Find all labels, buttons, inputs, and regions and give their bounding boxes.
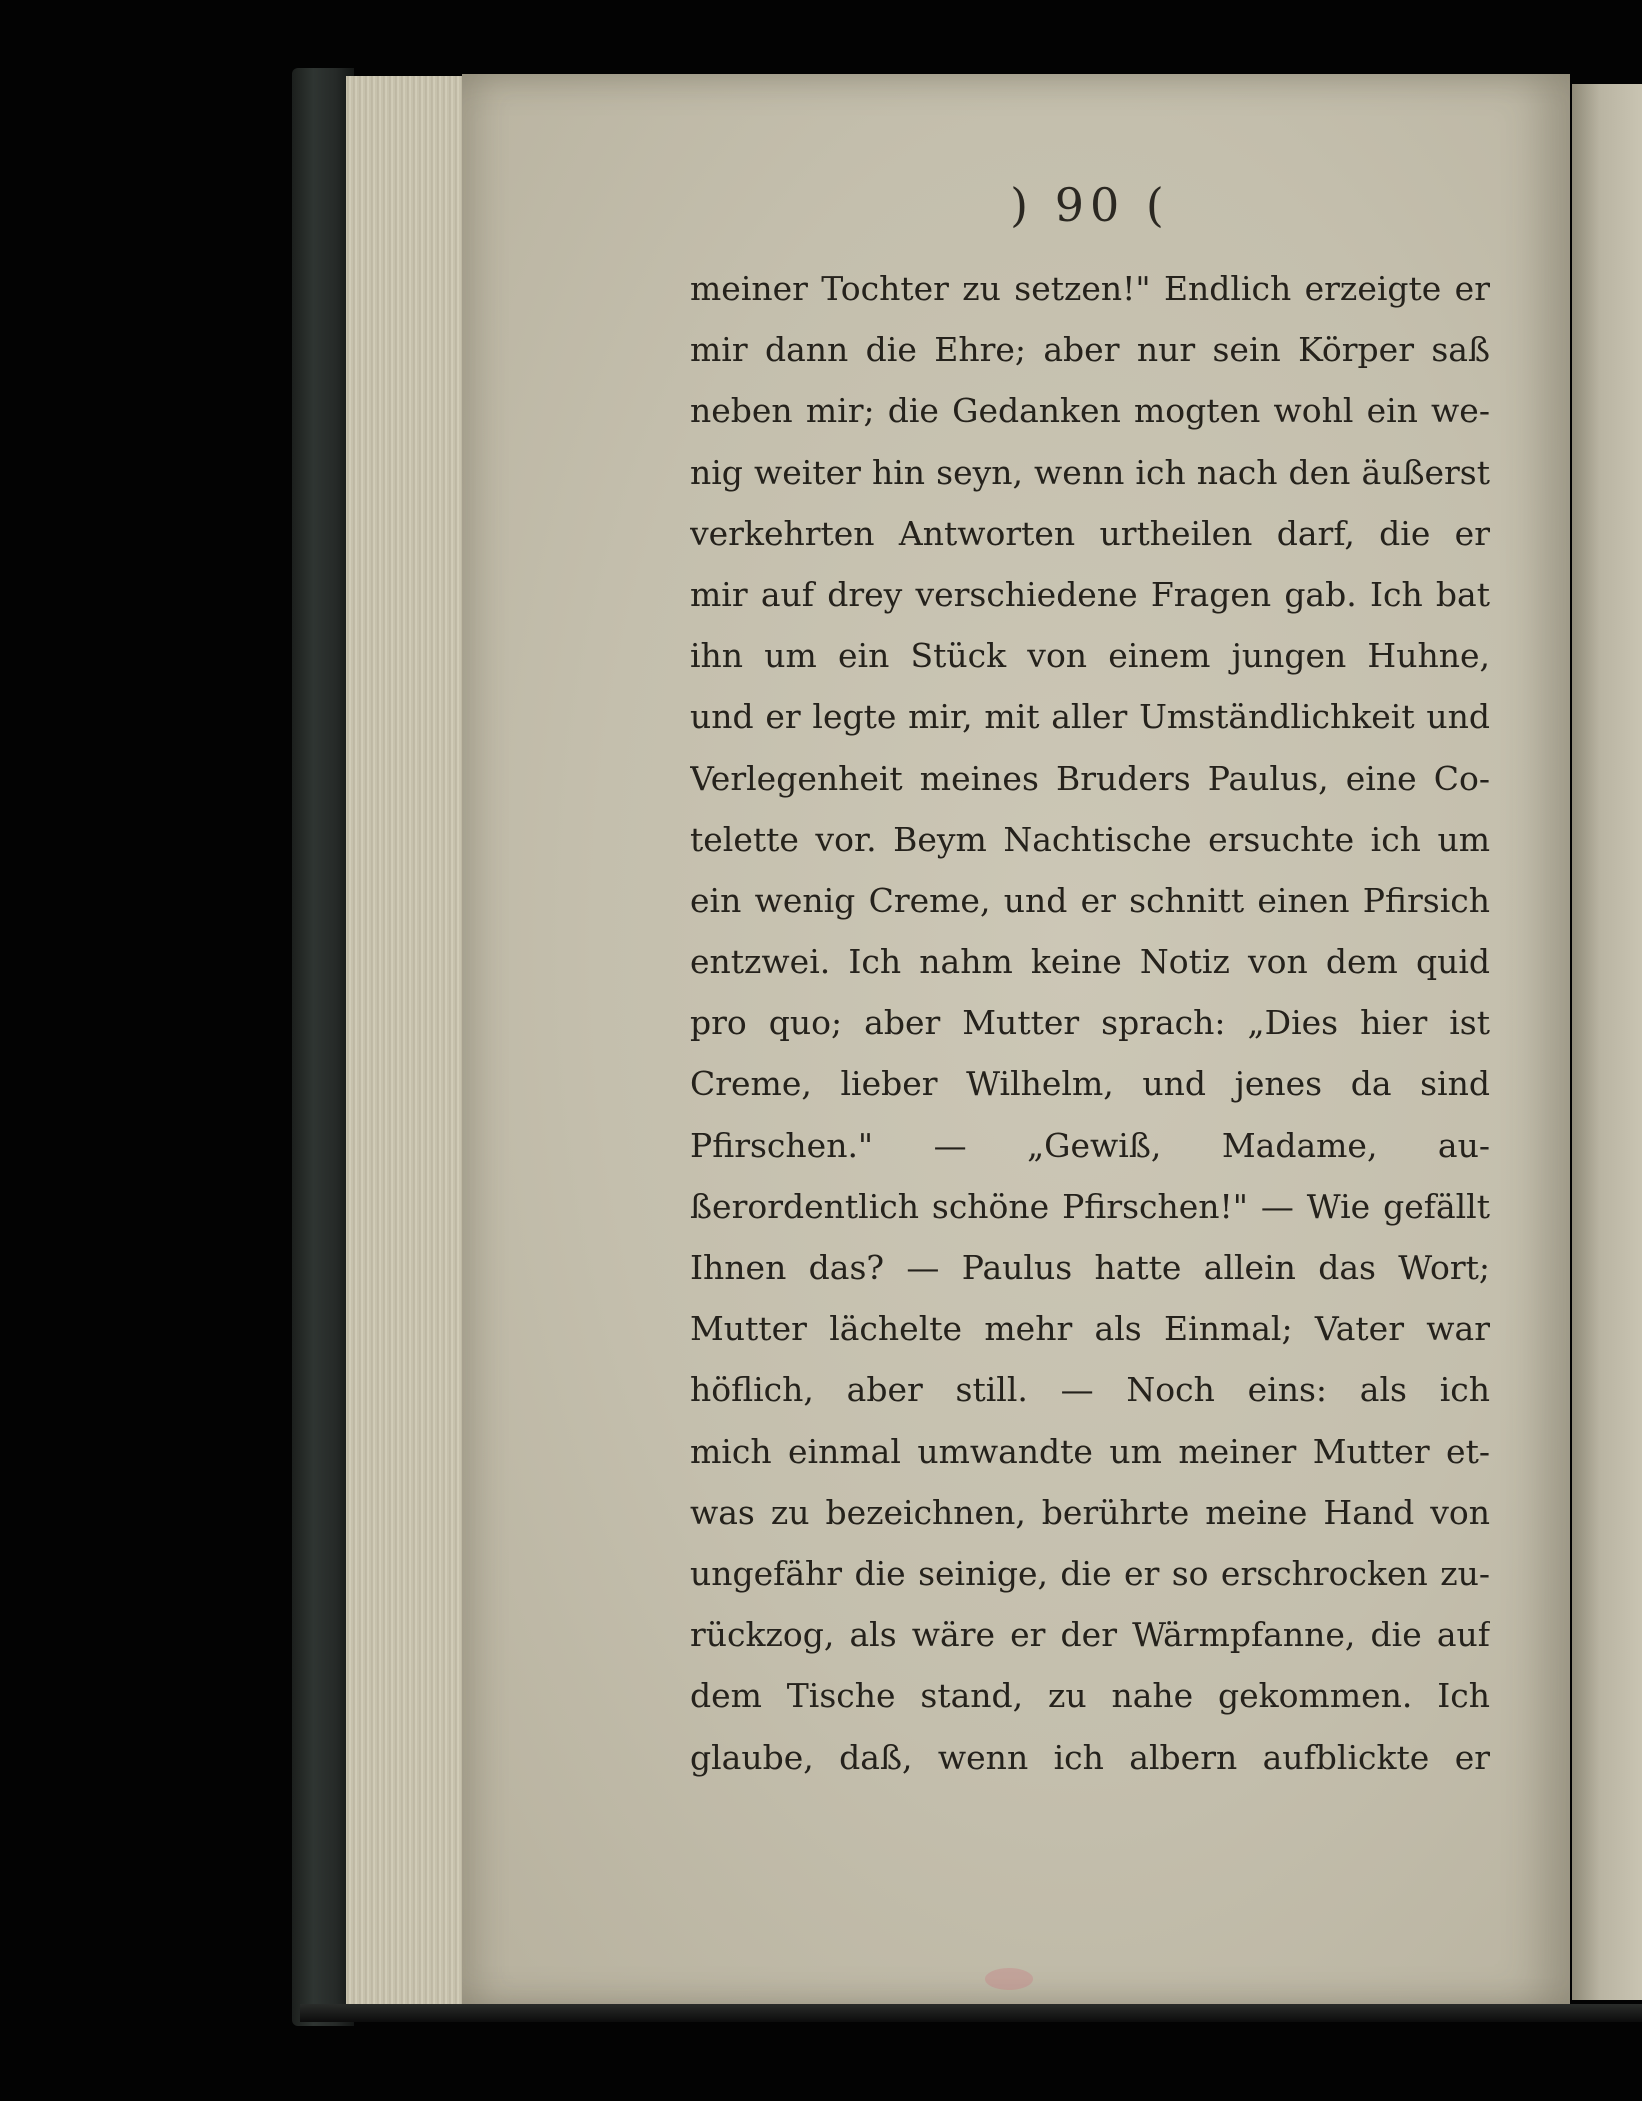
book-bottom-edge (300, 2004, 1642, 2022)
text-line: Ihnen das? — Paulus hatte allein das Wort; (690, 1248, 1490, 1287)
facing-page-edge (1572, 84, 1642, 2000)
text-line: mir auf drey verschiedene Fragen gab. Ich bat (690, 574, 1490, 614)
book-cover-spine (292, 68, 354, 2026)
page-edges (346, 76, 466, 2008)
text-line: telette vor. Beym Nachtische ersuchte ich um (690, 819, 1490, 859)
text-line: und er legte mir, mit aller Umständlichkeit und (690, 697, 1490, 737)
text-line: rückzog, als wäre er der Wärmpfanne, die auf (690, 1615, 1490, 1655)
text-line: ungefähr die seinige, die er so erschrocken zu- (690, 1553, 1490, 1593)
page-text (690, 258, 1490, 1788)
text-line: Creme, lieber Wilhelm, und jenes da sind (690, 1064, 1490, 1104)
text-line: pro quo; aber Mutter sprach: „Dies hier ist (690, 1003, 1490, 1043)
text-line: Pfirschen." — „Gewiß, Madame, au- (690, 1125, 1490, 1165)
text-line: glaube, daß, wenn ich albern aufblickte er (690, 1737, 1490, 1777)
text-line: ein wenig Creme, und er schnitt einen Pfirsich (690, 880, 1490, 920)
paper-stain (985, 1968, 1033, 1990)
text-line: höflich, aber still. — Noch eins: als ich (690, 1370, 1490, 1410)
text-line: ihn um ein Stück von einem jungen Huhne, (690, 636, 1490, 676)
text-line: nig weiter hin seyn, wenn ich nach den äußerst (690, 452, 1490, 492)
text-line: mir dann die Ehre; aber nur sein Körper saß (690, 330, 1490, 370)
text-line: dem Tische stand, zu nahe gekommen. Ich (690, 1676, 1490, 1716)
text-line: was zu bezeichnen, berührte meine Hand von (690, 1492, 1490, 1532)
text-line: Verlegenheit meines Bruders Paulus, eine Co- (690, 758, 1490, 798)
page-number: ) 90 ( (1010, 178, 1170, 232)
text-line: verkehrten Antworten urtheilen darf, die er (690, 513, 1490, 553)
text-line: entzwei. Ich nahm keine Notiz von dem quid (690, 942, 1490, 982)
text-line: ßerordentlich schöne Pfirschen!" — Wie gefällt (690, 1186, 1490, 1226)
text-line: meiner Tochter zu setzen!" Endlich erzeigte er (690, 269, 1490, 308)
text-line: neben mir; die Gedanken mogten wohl ein we- (690, 391, 1490, 431)
text-line: Mutter lächelte mehr als Einmal; Vater war (690, 1309, 1490, 1349)
text-line: mich einmal umwandte um meiner Mutter et- (690, 1431, 1490, 1471)
